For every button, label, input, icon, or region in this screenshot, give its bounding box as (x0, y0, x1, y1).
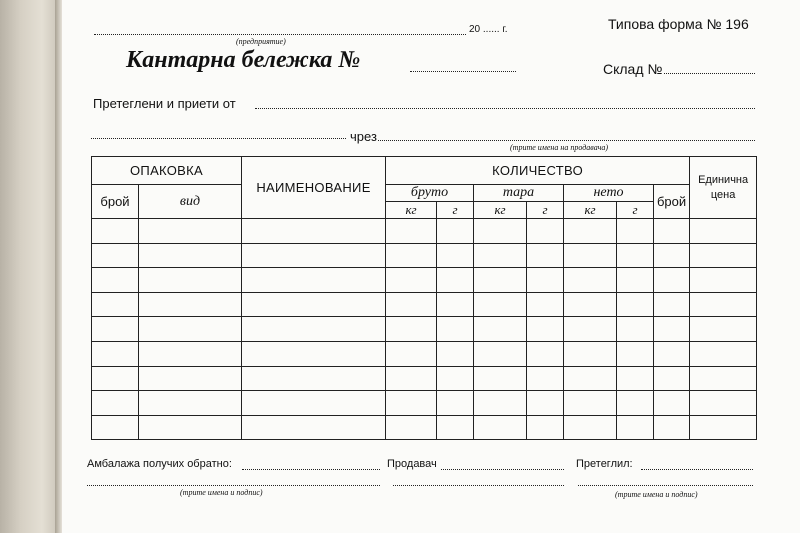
table-cell[interactable] (139, 268, 242, 293)
table-row (92, 415, 757, 440)
page-title: Кантарна бележка № (126, 47, 361, 73)
quantity-header: КОЛИЧЕСТВО (386, 157, 690, 185)
table-cell[interactable] (617, 391, 654, 416)
tare-kg-header: кг (474, 202, 527, 219)
table-row (92, 391, 757, 416)
table-cell[interactable] (564, 366, 617, 391)
table-cell[interactable] (564, 341, 617, 366)
table-cell[interactable] (527, 341, 564, 366)
table-cell[interactable] (139, 391, 242, 416)
table-row (92, 341, 757, 366)
table-cell[interactable] (242, 366, 386, 391)
table-cell[interactable] (139, 341, 242, 366)
table-cell[interactable] (564, 268, 617, 293)
table-cell[interactable] (386, 391, 437, 416)
table-cell[interactable] (564, 292, 617, 317)
table-cell[interactable] (242, 292, 386, 317)
table-row (92, 219, 757, 244)
table-cell[interactable] (474, 219, 527, 244)
table-cell[interactable] (437, 243, 474, 268)
table-cell[interactable] (527, 415, 564, 440)
table-cell[interactable] (386, 341, 437, 366)
table-cell[interactable] (139, 243, 242, 268)
table-cell[interactable] (242, 341, 386, 366)
weighed-received-field[interactable] (255, 108, 755, 109)
notebook-binding (0, 0, 60, 533)
table-cell[interactable] (527, 292, 564, 317)
table-cell[interactable] (527, 243, 564, 268)
table-cell[interactable] (690, 415, 757, 440)
net-kg-header: кг (564, 202, 617, 219)
table-cell[interactable] (654, 243, 690, 268)
table-cell[interactable] (242, 317, 386, 342)
packaging-returned-label: Амбалажа получих обратно: (87, 458, 232, 470)
table-cell[interactable] (139, 219, 242, 244)
gross-kg-header: кг (386, 202, 437, 219)
table-cell[interactable] (654, 292, 690, 317)
table-cell[interactable] (92, 366, 139, 391)
gross-g-header: г (437, 202, 474, 219)
table-cell[interactable] (527, 219, 564, 244)
table-cell[interactable] (654, 219, 690, 244)
goods-table (91, 156, 757, 440)
table-row (92, 268, 757, 293)
weighed-by-field[interactable] (641, 469, 753, 470)
seller-label: Продавач (387, 458, 437, 470)
table-cell[interactable] (242, 391, 386, 416)
table-cell[interactable] (139, 292, 242, 317)
table-cell[interactable] (92, 292, 139, 317)
table-cell[interactable] (386, 317, 437, 342)
table-cell[interactable] (437, 341, 474, 366)
table-cell[interactable] (617, 219, 654, 244)
table-cell[interactable] (242, 415, 386, 440)
packaging-returned-field-2[interactable] (87, 485, 380, 486)
table-cell[interactable] (386, 292, 437, 317)
unit-price-header (690, 157, 757, 219)
table-cell[interactable] (139, 366, 242, 391)
via-field[interactable] (378, 140, 755, 141)
table-cell[interactable] (92, 317, 139, 342)
packaging-header: ОПАКОВКА (92, 157, 242, 185)
weighed-received-field-2[interactable] (91, 138, 346, 139)
table-cell[interactable] (474, 292, 527, 317)
form-type-label: Типова форма № 196 (608, 16, 749, 32)
table-cell[interactable] (92, 415, 139, 440)
table-cell[interactable] (564, 415, 617, 440)
table-cell[interactable] (92, 243, 139, 268)
table-cell[interactable] (690, 219, 757, 244)
table-cell[interactable] (386, 243, 437, 268)
table-cell[interactable] (654, 391, 690, 416)
table-cell[interactable] (242, 219, 386, 244)
table-cell[interactable] (474, 341, 527, 366)
table-cell[interactable] (437, 219, 474, 244)
packaging-type-header: вид (139, 185, 242, 219)
table-cell[interactable] (564, 317, 617, 342)
table-cell[interactable] (474, 243, 527, 268)
table-cell[interactable] (617, 341, 654, 366)
via-caption: (трите имена на продавача) (510, 143, 609, 152)
signature-caption-right: (трите имена и подпис) (615, 490, 698, 499)
table-cell[interactable] (242, 268, 386, 293)
table-cell[interactable] (386, 219, 437, 244)
weighed-by-field-2[interactable] (578, 485, 753, 486)
table-row (92, 366, 757, 391)
table-cell[interactable] (92, 391, 139, 416)
year-label: 20 ...... г. (469, 24, 508, 35)
table-cell[interactable] (617, 292, 654, 317)
table-cell[interactable] (437, 268, 474, 293)
signature-caption-left: (трите имена и подпис) (180, 488, 263, 497)
table-cell[interactable] (474, 415, 527, 440)
table-cell[interactable] (617, 243, 654, 268)
table-cell[interactable] (92, 268, 139, 293)
table-cell[interactable] (437, 317, 474, 342)
slip-number-field[interactable] (410, 71, 516, 72)
table-cell[interactable] (654, 415, 690, 440)
table-cell[interactable] (690, 391, 757, 416)
tare-g-header: г (527, 202, 564, 219)
weighed-by-label: Претеглил: (576, 458, 633, 470)
seller-field-2[interactable] (393, 485, 564, 486)
table-cell[interactable] (690, 243, 757, 268)
via-label: чрез (350, 129, 377, 144)
weighed-received-label: Претеглени и приети от (93, 96, 236, 111)
warehouse-label: Склад № (603, 61, 663, 77)
table-cell[interactable] (527, 317, 564, 342)
packaging-count-header: брой (92, 185, 139, 219)
net-g-header: г (617, 202, 654, 219)
unit-price-line1: Единична (698, 173, 749, 186)
table-cell[interactable] (242, 243, 386, 268)
table-cell[interactable] (690, 268, 757, 293)
table-cell[interactable] (690, 292, 757, 317)
table-cell[interactable] (617, 317, 654, 342)
table-cell[interactable] (654, 268, 690, 293)
table-cell[interactable] (474, 391, 527, 416)
table-row (92, 317, 757, 342)
table-cell[interactable] (617, 268, 654, 293)
table-cell[interactable] (437, 415, 474, 440)
table-cell[interactable] (437, 366, 474, 391)
warehouse-field[interactable] (664, 73, 755, 74)
table-cell[interactable] (564, 243, 617, 268)
packaging-returned-field[interactable] (242, 469, 380, 470)
table-cell[interactable] (474, 268, 527, 293)
table-cell[interactable] (437, 391, 474, 416)
table-row (92, 243, 757, 268)
table-cell[interactable] (654, 341, 690, 366)
table-cell[interactable] (564, 391, 617, 416)
table-cell[interactable] (92, 341, 139, 366)
table-cell[interactable] (92, 219, 139, 244)
table-cell[interactable] (654, 317, 690, 342)
seller-field[interactable] (441, 469, 564, 470)
unit-price-line2: цена (710, 188, 736, 201)
name-header: НАИМЕНОВАНИЕ (242, 157, 386, 219)
table-cell[interactable] (617, 415, 654, 440)
table-cell[interactable] (139, 317, 242, 342)
tare-header: тара (474, 185, 564, 202)
net-header: нето (564, 185, 654, 202)
table-cell[interactable] (690, 317, 757, 342)
table-cell[interactable] (527, 366, 564, 391)
table-cell[interactable] (527, 391, 564, 416)
gross-header: бруто (386, 185, 474, 202)
table-cell[interactable] (690, 366, 757, 391)
count-header: брой (654, 185, 690, 219)
table-cell[interactable] (386, 415, 437, 440)
enterprise-caption: (предприятие) (236, 37, 286, 46)
table-cell[interactable] (654, 366, 690, 391)
enterprise-field[interactable] (94, 34, 466, 35)
table-cell[interactable] (690, 341, 757, 366)
table-cell[interactable] (386, 366, 437, 391)
table-cell[interactable] (564, 219, 617, 244)
table-cell[interactable] (437, 292, 474, 317)
table-cell[interactable] (474, 366, 527, 391)
table-cell[interactable] (474, 317, 527, 342)
table-cell[interactable] (386, 268, 437, 293)
table-cell[interactable] (139, 415, 242, 440)
table-cell[interactable] (527, 268, 564, 293)
table-cell[interactable] (617, 366, 654, 391)
table-row (92, 292, 757, 317)
